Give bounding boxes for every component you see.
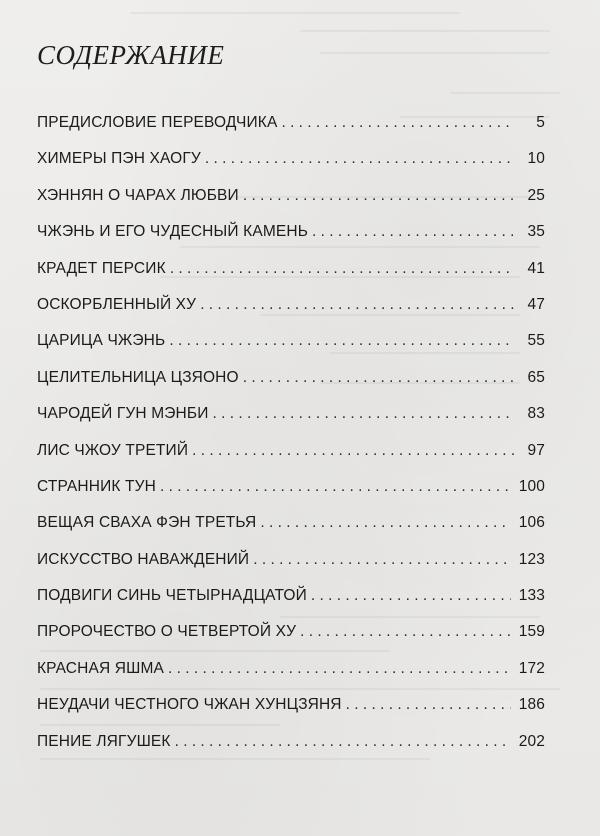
dot-leader — [312, 223, 515, 241]
toc-entry — [37, 623, 545, 659]
toc-entry-page-number: 100 — [518, 477, 545, 495]
toc-entry — [37, 296, 545, 332]
toc-entry-title: ПРОРОЧЕСТВО О ЧЕТВЕРТОЙ ХУ — [37, 623, 297, 641]
toc-entry — [37, 733, 545, 769]
dot-leader — [311, 587, 511, 605]
dot-leader — [192, 442, 515, 460]
toc-entry-page-number: 123 — [518, 550, 545, 568]
dot-leader — [175, 733, 511, 751]
toc-entry-title: ВЕЩАЯ СВАХА ФЭН ТРЕТЬЯ — [37, 514, 257, 532]
dot-leader — [300, 623, 511, 641]
toc-entry — [37, 150, 545, 186]
dot-leader — [200, 296, 515, 314]
toc-entry — [37, 405, 545, 441]
toc-entry-title: ЧАРОДЕЙ ГУН МЭНБИ — [37, 405, 209, 423]
dot-leader — [243, 369, 515, 387]
toc-entry-title: КРАСНАЯ ЯШМА — [37, 659, 165, 677]
toc-entry-title: ИСКУССТВО НАВАЖДЕНИЙ — [37, 550, 250, 568]
toc-entry — [37, 660, 545, 696]
dot-leader — [260, 514, 510, 532]
toc-entry-page-number: 133 — [518, 587, 545, 605]
page-title: СОДЕРЖАНИЕ — [37, 40, 225, 70]
toc-entry-page-number: 202 — [518, 732, 545, 750]
toc-entry — [37, 223, 545, 259]
toc-entry-title: ЧЖЭНЬ И ЕГО ЧУДЕСНЫЙ КАМЕНЬ — [37, 223, 309, 241]
toc-entry-page-number: 5 — [536, 114, 545, 131]
toc-entry — [37, 114, 545, 150]
toc-entry-title: ПЕНИЕ ЛЯГУШЕК — [37, 732, 171, 750]
toc-entry — [37, 260, 545, 296]
toc-entry-page-number: 159 — [518, 623, 545, 641]
toc-entry-page-number: 55 — [527, 332, 545, 350]
toc-entry — [37, 696, 545, 732]
toc-entry — [37, 587, 545, 623]
toc-entry-title: ЛИС ЧЖОУ ТРЕТИЙ — [37, 441, 189, 459]
toc-entry-page-number: 186 — [518, 696, 545, 714]
toc-entry-page-number: 65 — [527, 368, 545, 386]
toc-entry-title: ПОДВИГИ СИНЬ ЧЕТЫРНАДЦАТОЙ — [37, 587, 307, 605]
toc-entry-title: ХЭННЯН О ЧАРАХ ЛЮБВИ — [37, 186, 239, 204]
toc-entry-page-number: 10 — [527, 150, 545, 168]
dot-leader — [170, 260, 515, 278]
dot-leader — [169, 332, 515, 350]
toc-entry-page-number: 35 — [527, 223, 545, 241]
dot-leader — [346, 696, 511, 714]
dot-leader — [205, 150, 515, 168]
toc-entry — [37, 442, 545, 478]
toc-entry — [37, 514, 545, 550]
toc-entry-title: СТРАННИК ТУН — [37, 477, 156, 495]
toc-entry — [37, 332, 545, 368]
toc-entry — [37, 187, 545, 223]
toc-entry-title: ОСКОРБЛЕННЫЙ ХУ — [37, 295, 197, 313]
toc-entry-page-number: 47 — [527, 295, 545, 313]
toc-entry — [37, 478, 545, 514]
toc-entry-title: ПРЕДИСЛОВИЕ ПЕРЕВОДЧИКА — [37, 114, 278, 131]
toc-entry-page-number: 106 — [518, 514, 545, 532]
toc-entry-page-number: 41 — [527, 259, 545, 277]
dot-leader — [160, 478, 511, 496]
toc-entry — [37, 369, 545, 405]
toc-entry-title: ЦЕЛИТЕЛЬНИЦА ЦЗЯОНО — [37, 368, 239, 386]
dot-leader — [253, 551, 510, 569]
dot-leader — [243, 187, 515, 205]
toc-entry-page-number: 172 — [518, 659, 545, 677]
toc-entry-page-number: 25 — [527, 186, 545, 204]
toc-entry-page-number: 97 — [527, 441, 545, 459]
dot-leader — [168, 660, 511, 678]
toc-entry-title: КРАДЕТ ПЕРСИК — [37, 259, 166, 277]
toc-entry — [37, 551, 545, 587]
toc-entry-title: ХИМЕРЫ ПЭН ХАОГУ — [37, 150, 201, 168]
toc-entry-title: ЦАРИЦА ЧЖЭНЬ — [37, 332, 166, 350]
table-of-contents — [37, 114, 545, 769]
dot-leader — [281, 114, 515, 132]
toc-entry-title: НЕУДАЧИ ЧЕСТНОГО ЧЖАН ХУНЦЗЯНЯ — [37, 696, 342, 714]
toc-entry-page-number: 83 — [527, 405, 545, 423]
dot-leader — [213, 405, 515, 423]
